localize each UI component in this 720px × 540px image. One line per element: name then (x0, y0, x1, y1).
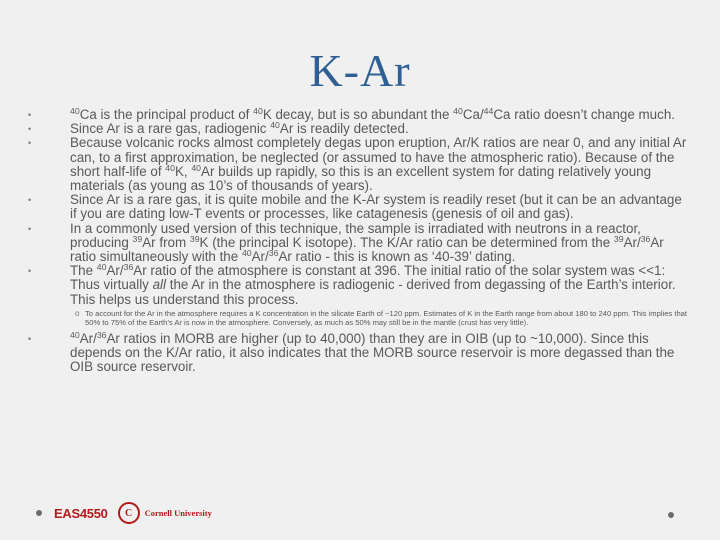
university-seal-icon (118, 502, 140, 524)
footer (36, 499, 212, 527)
bullet-icon: • (28, 333, 32, 344)
superscript: 40 (191, 163, 202, 174)
bullet-text: K, (174, 163, 192, 179)
superscript: 40 (453, 106, 463, 117)
sub-bullet-item (28, 309, 688, 328)
superscript: 39 (189, 234, 200, 245)
slide-title: K-Ar (309, 45, 411, 96)
bullet-icon: • (28, 110, 32, 120)
bullet-text: Ca ratio doesn’t change much. (493, 107, 675, 122)
bullet-icon: • (28, 124, 32, 135)
bullet-text: Ar from (142, 234, 190, 250)
bullet-text: Ar is readily detected. (279, 121, 409, 137)
bullet-text: Ar ratios in MORB are higher (up to 40,000) than they are in OIB (up to ~10,000). Since this depends on the K/Ar ratio, it also indicates that the MORB source reservoir is more degassed than the OIB source reservoir. (70, 330, 675, 375)
superscript: 39 (613, 234, 624, 245)
superscript: 40 (241, 248, 252, 259)
bullet-text: Ar/ (251, 249, 269, 265)
bullet-item (28, 264, 688, 307)
emphasis-text: all (152, 277, 167, 293)
bullet-text: Ar/ (106, 263, 124, 279)
bullet-text: Ar/ (79, 330, 97, 346)
superscript: 44 (483, 106, 494, 117)
slide-body (28, 108, 688, 374)
bullet-item (28, 329, 688, 375)
bullet-text: Ar ratio simultaneously with the (70, 234, 664, 265)
bullet-icon: • (28, 195, 32, 206)
superscript: 39 (132, 234, 143, 245)
bullet-icon: • (28, 223, 32, 234)
superscript: 40 (70, 329, 80, 340)
bullet-text: Ar ratio of the atmosphere is constant at 396. The initial ratio of the solar system was <<1: Thus virtually (70, 263, 666, 293)
seal-letter: C (124, 507, 133, 519)
bullet-text: Ca is the principal product of (79, 107, 254, 122)
bullet-text: Ar ratio - this is known as ‘40-39’ dating. (278, 249, 516, 265)
bullet-item (28, 136, 688, 193)
superscript: 36 (640, 234, 651, 245)
course-code: EAS4550 (54, 505, 108, 521)
superscript: 36 (123, 262, 134, 273)
bullet-icon: • (28, 266, 32, 277)
bullet-icon: • (28, 138, 32, 149)
superscript: 40 (253, 106, 263, 117)
bullet-text: To account for the Ar in the atmosphere requires a K concentration in the silicate Earth of ~120 ppm. Estimates of K in the Earth range from about 180 to 240 ppm. This implies that 50% to 75% of the Earth’s Ar is now in the atmosphere. Conversely, as much as 50% may still be in the mantle (crust has very little). (85, 308, 687, 328)
superscript: 40 (270, 120, 280, 131)
superscript: 40 (70, 106, 80, 117)
university-name: Cornell University (144, 508, 212, 518)
corner-dot-icon (668, 512, 674, 518)
bullet-text: Ar builds up rapidly, so this is an excellent system for dating relatively young materials (as young as 10’s of thousands of years). (70, 163, 652, 194)
bullet-item (28, 222, 688, 265)
footer-dot-icon (36, 510, 42, 516)
bullet-text: Ca/ (462, 107, 484, 122)
bullet-text: Since Ar is a rare gas, it is quite mobile and the K-Ar system is readily reset (but it can be an advantage if you are dating low-T events or processes, like catagenesis (genesis of oil and gas). (70, 192, 682, 222)
bullet-text: the Ar in the atmosphere is radiogenic - derived from degassing of the Earth’s interior. This helps us understand this process. (70, 277, 676, 307)
bullet-text: Because volcanic rocks almost completely degas upon eruption, Ar/K ratios are near 0, and any initial Ar can, to a first approximation, be neglected (or assumed to have the atmospheric ratio). Because of the short half-life of (70, 135, 687, 179)
bullet-item (28, 122, 688, 136)
bullet-text: Since Ar is a rare gas, radiogenic (70, 121, 271, 137)
sub-bullet-icon: o (75, 308, 80, 318)
superscript: 40 (96, 262, 107, 273)
bullet-text: In a commonly used version of this technique, the sample is irradiated with neutrons in a reactor, producing (70, 220, 641, 250)
superscript: 40 (165, 163, 175, 174)
superscript: 36 (96, 329, 107, 340)
bullet-text: K (the principal K isotope). The K/Ar ratio can be determined from the (199, 234, 614, 250)
bullet-text: K decay, but is so abundant the (262, 107, 454, 122)
bullet-item (28, 193, 688, 221)
bullet-text: The (70, 263, 97, 279)
superscript: 36 (268, 248, 279, 259)
bullet-text: Ar/ (623, 234, 641, 250)
